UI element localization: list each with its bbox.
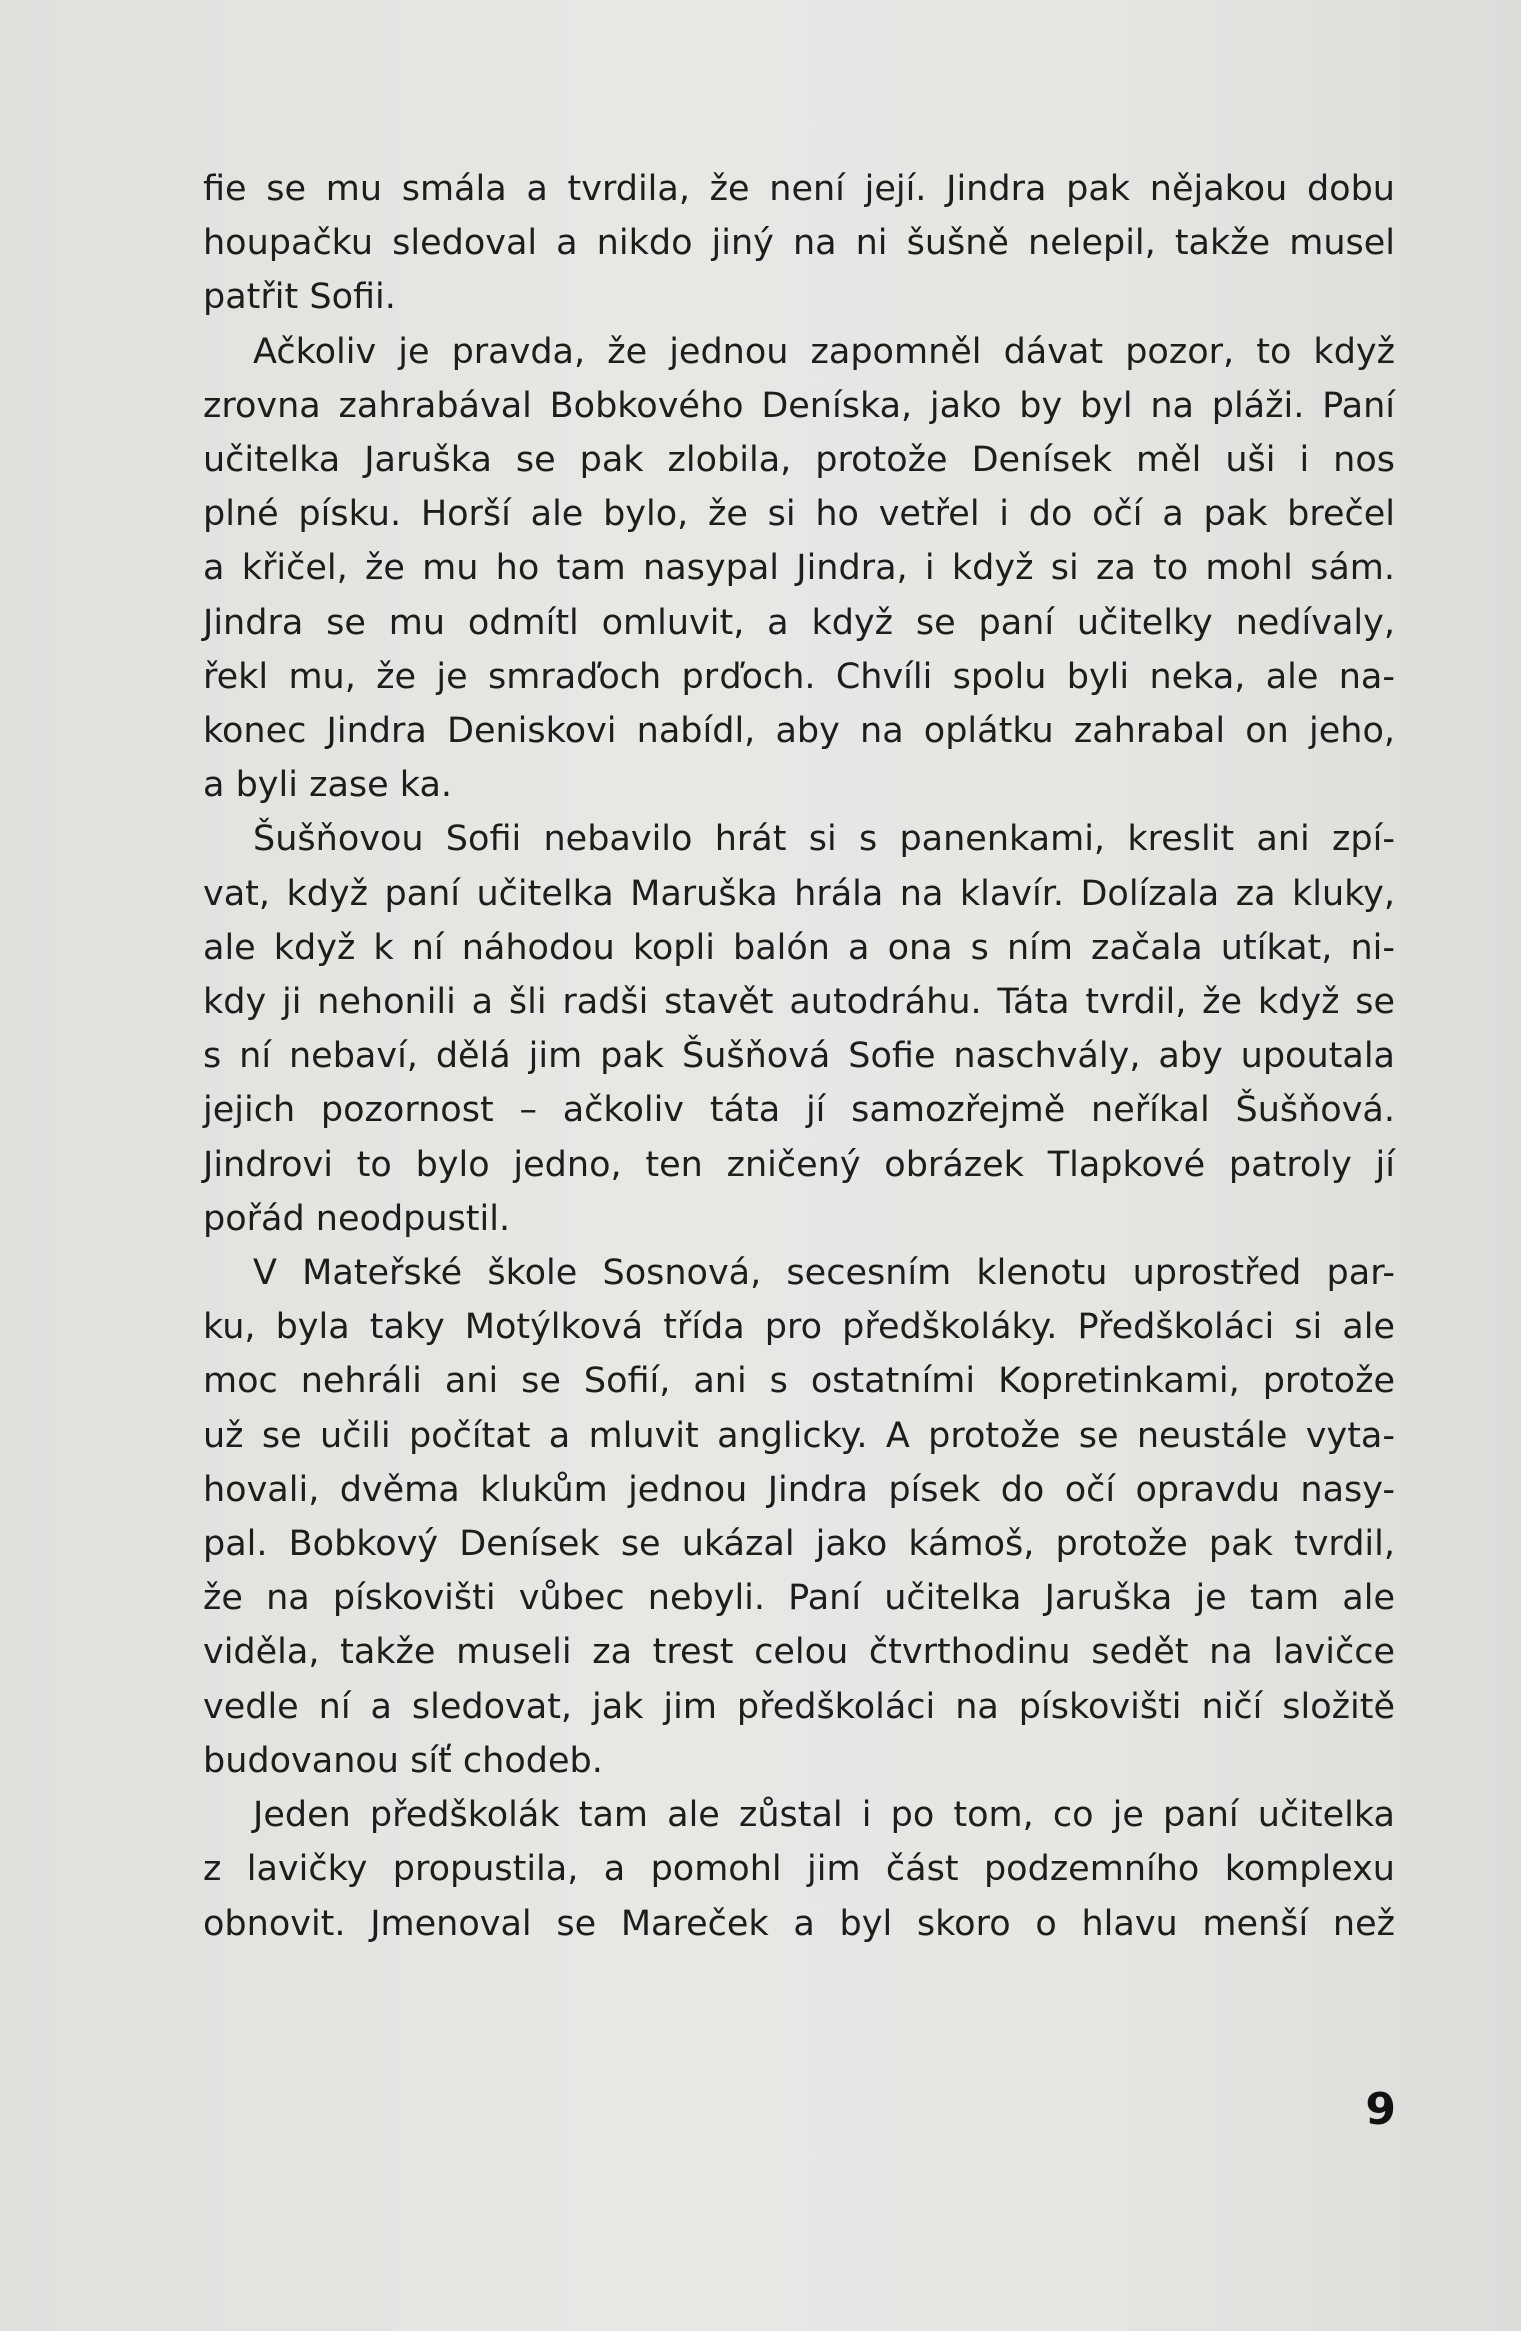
- text-line: vedle ní a sledovat, jak jim předškoláci na pískovišti ničí složitě: [203, 1686, 1395, 1727]
- text-line: ale když k ní náhodou kopli balón a ona s ním začala utíkat, ni-: [203, 927, 1395, 968]
- paragraph-2: [203, 325, 1395, 813]
- text-line: z lavičky propustila, a pomohl jim část podzemního komplexu: [203, 1849, 1395, 1890]
- paragraph-3: [203, 812, 1395, 1246]
- text-line: Ačkoliv je pravda, že jednou zapomněl dávat pozor, to když: [253, 331, 1395, 372]
- paragraph-4: [203, 1246, 1395, 1788]
- text-line: pal. Bobkový Denísek se ukázal jako kámoš, protože pak tvrdil,: [203, 1524, 1395, 1565]
- text-line: zrovna zahrabával Bobkového Deníska, jako by byl na pláži. Paní: [203, 385, 1395, 426]
- text-line: Jindra se mu odmítl omluvit, a když se paní učitelky nedívaly,: [203, 602, 1395, 643]
- text-line: Jindrovi to bylo jedno, ten zničený obrázek Tlapkové patroly jí: [203, 1144, 1395, 1185]
- text-line: Jeden předškolák tam ale zůstal i po tom, co je paní učitelka: [253, 1795, 1395, 1836]
- text-line: hovali, dvěma klukům jednou Jindra písek do očí opravdu nasy-: [203, 1469, 1395, 1510]
- text-line: V Mateřské škole Sosnová, secesním klenotu uprostřed par-: [253, 1253, 1395, 1294]
- text-line: houpačku sledoval a nikdo jiný na ni šušně nelepil, takže musel: [203, 223, 1395, 264]
- text-line: Šušňovou Sofii nebavilo hrát si s panenkami, kreslit ani zpí-: [253, 819, 1395, 860]
- text-line: s ní nebaví, dělá jim pak Šušňová Sofie naschvály, aby upoutala: [203, 1036, 1395, 1077]
- text-line: vat, když paní učitelka Maruška hrála na klavír. Dolízala za kluky,: [203, 873, 1395, 914]
- text-line: kdy ji nehonili a šli radši stavět autodráhu. Táta tvrdil, že když se: [203, 982, 1395, 1023]
- text-line: moc nehráli ani se Sofií, ani s ostatními Kopretinkami, protože: [203, 1361, 1395, 1402]
- body-text: [203, 162, 1395, 1951]
- text-line: konec Jindra Deniskovi nabídl, aby na oplátku zahrabal on jeho,: [203, 711, 1395, 752]
- text-line: obnovit. Jmenoval se Mareček a byl skoro o hlavu menší než: [203, 1903, 1395, 1944]
- text-line: a byli zase ka.: [203, 765, 453, 806]
- paragraph-1: [203, 162, 1395, 325]
- text-line: jejich pozornost – ačkoliv táta jí samozřejmě neříkal Šušňová.: [203, 1090, 1395, 1131]
- text-line: patřit Sofii.: [203, 277, 396, 318]
- text-line: pořád neodpustil.: [203, 1198, 511, 1239]
- text-line: fie se mu smála a tvrdila, že není její. Jindra pak nějakou dobu: [203, 169, 1395, 209]
- text-line: budovanou síť chodeb.: [203, 1740, 603, 1781]
- paragraph-5: [203, 1788, 1395, 1951]
- page-number: 9: [1365, 2084, 1396, 2135]
- text-line: ku, byla taky Motýlková třída pro předškoláky. Předškoláci si ale: [203, 1307, 1395, 1348]
- text-line: už se učili počítat a mluvit anglicky. A protože se neustále vyta-: [203, 1415, 1395, 1456]
- text-line: a křičel, že mu ho tam nasypal Jindra, i když si za to mohl sám.: [203, 548, 1395, 589]
- text-line: řekl mu, že je smraďoch prďoch. Chvíli spolu byli neka, ale na-: [203, 656, 1395, 697]
- text-line: plné písku. Horší ale bylo, že si ho vetřel i do očí a pak brečel: [203, 494, 1395, 535]
- text-line: že na pískovišti vůbec nebyli. Paní učitelka Jaruška je tam ale: [203, 1578, 1395, 1619]
- text-line: viděla, takže museli za trest celou čtvrthodinu sedět na lavičce: [203, 1632, 1395, 1673]
- text-line: učitelka Jaruška se pak zlobila, protože Denísek měl uši i nos: [203, 440, 1395, 481]
